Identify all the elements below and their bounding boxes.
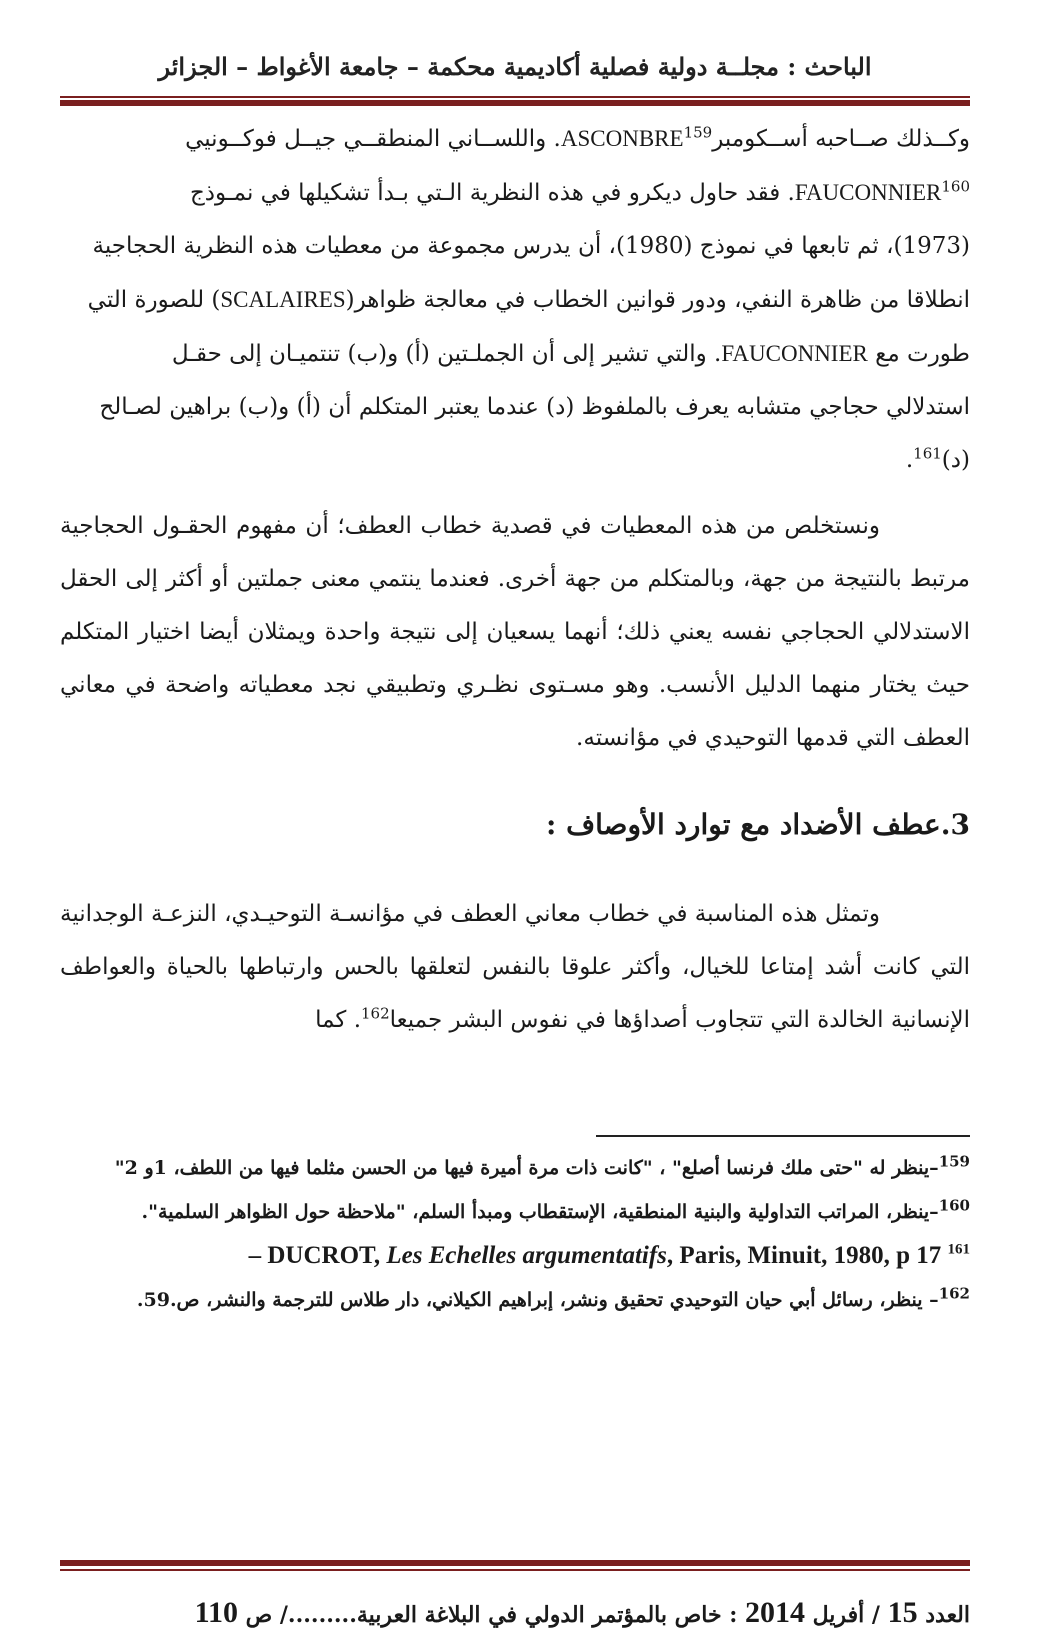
latin-term: FAUCONNIER bbox=[794, 180, 942, 205]
running-footer: العدد 15 / أفريل 2014 : خاص بالمؤتمر الدولي في البلاغة العربية........./ ص 110 bbox=[194, 1596, 970, 1629]
latin-term: ASCONBRE bbox=[560, 126, 684, 151]
paragraph-1-line-1: وكــذلك صــاحبه أســكومبرASCONBRE$^{159}$. واللســاني المنطقــي جيــل فوكــونيي bbox=[185, 123, 970, 152]
footnote-161-title: Les Echelles argumentatifs bbox=[386, 1242, 667, 1269]
paragraph-1-line-2: FAUCONNIER$^{160}$. فقد حاول ديكرو في هذه النظرية الـتي بـدأ تشكيلها في نمـوذج bbox=[189, 177, 970, 206]
page-number: 110 bbox=[194, 1596, 238, 1629]
footnote-161: – DUCROT, Les Echelles argumentatifs, Paris, Minuit, 1980, p 17 $^{161}$ bbox=[248, 1241, 970, 1269]
issue-year: 2014 bbox=[744, 1596, 805, 1629]
paragraph-1-line-7: (د)$^{161}$. bbox=[905, 444, 970, 473]
latin-term: FAUCONNIER bbox=[721, 341, 868, 366]
footnote-separator bbox=[596, 1135, 970, 1137]
paragraph-1-line-3: (1973)، ثم تابعها في نموذج (1980)، أن يدرس مجموعة من معطيات هذه النظرية الحجاجية bbox=[92, 233, 970, 259]
footnote-159: $^{159}$–ينظر له "حتى ملك فرنسا أصلع" ، "كانت ذات مرة أميرة فيها من الحسن مثلما فيها من اللطف، 1و 2" bbox=[114, 1152, 970, 1179]
footnote-ref-160[interactable]: 160 bbox=[941, 177, 970, 196]
footnote-ref-162[interactable]: 162 bbox=[361, 1004, 390, 1023]
header-rule-thick bbox=[60, 100, 970, 106]
paragraph-1-line-5: طورت مع FAUCONNIER. والتي تشير إلى أن الجملـتين (أ) و(ب) تنتميـان إلى حقـل bbox=[171, 341, 970, 367]
paragraph-3: وتمثل هذه المناسبة في خطاب معاني العطف في مؤانسـة التوحيـدي، النزعـة الوجدانية التي كانت أشد إمتاعا للخيال، وأكثر علوقا بالنفس لتعلقها بالحس وارتباطها بالحياة والعواطف الإنسانية الخالدة التي تتجاوب أصداؤها في نفوس البشر جميعا$^{162}$. كما bbox=[60, 901, 970, 1033]
issue-number: 15 bbox=[887, 1596, 918, 1629]
footnote-ref-161[interactable]: 161 bbox=[913, 444, 942, 463]
footnote-ref-159[interactable]: 159 bbox=[683, 123, 713, 142]
footnote-162: $^{162}$– ينظر، رسائل أبي حيان التوحيدي تحقيق ونشر، إبراهيم الكيلاني، دار طلاس للترجمة والنشر، ص.59. bbox=[136, 1284, 970, 1311]
paragraph-1 bbox=[60, 112, 970, 487]
section-heading: 3.عطف الأضداد مع توارد الأوصاف : bbox=[546, 808, 970, 841]
footnotes bbox=[60, 1146, 970, 1322]
paragraph-1-line-4: انطلاقا من ظاهرة النفي، ودور قوانين الخطاب في معالجة ظواهر(SCALAIRES) للصورة التي bbox=[87, 287, 970, 313]
running-header: الباحث : مجلــة دولية فصلية أكاديمية محكمة – جامعة الأغواط – الجزائر bbox=[158, 52, 872, 81]
paragraph-2: ونستخلص من هذه المعطيات في قصدية خطاب العطف؛ أن مفهوم الحقـول الحجاجية مرتبط بالنتيجة من جهة، وبالمتكلم من جهة أخرى. فعندما ينتمي معنى جملتين أو أكثر إلى الحقل الاستدلالي الحجاجي نفسه يعني ذلك؛ أنهما يسعيان إلى نتيجة واحدة ويمثلان أيضا اختيار المتكلم حيث يختار منهما الدليل الأنسب. وهو مسـتوى نظـري وتطبيقي نجد معطياته واضحة في معاني العطف التي قدمها التوحيدي في مؤانسته. bbox=[60, 513, 970, 751]
footer-rule-thin bbox=[60, 1569, 970, 1571]
header-rule-thin bbox=[60, 96, 970, 98]
latin-term: SCALAIRES bbox=[220, 287, 346, 312]
paragraph-1-line-6: استدلالي حجاجي متشابه يعرف بالملفوظ (د) عندما يعتبر المتكلم أن (أ) و(ب) براهين لصـالح bbox=[99, 394, 970, 420]
footnote-160: $^{160}$–ينظر، المراتب التداولية والبنية المنطقية، الإستقطاب ومبدأ السلم، "ملاحظة حول الظواهر السلمية". bbox=[141, 1196, 970, 1223]
footer-rule-thick bbox=[60, 1560, 970, 1566]
